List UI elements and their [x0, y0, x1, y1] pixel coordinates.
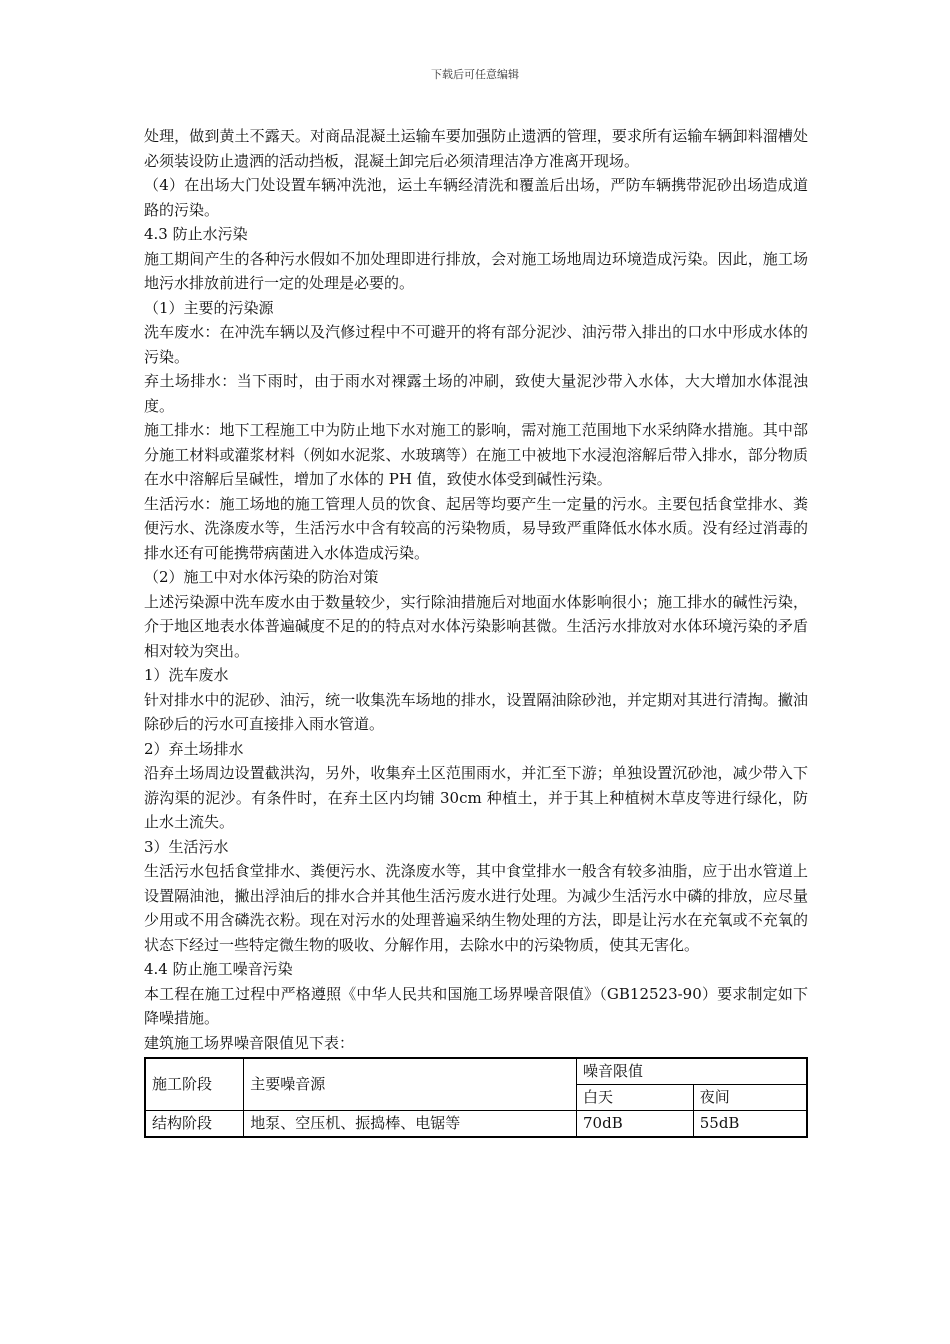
noise-limit-table-wrap	[144, 1057, 808, 1138]
paragraph: 处理，做到黄土不露天。对商品混凝土运输车要加强防止遗洒的管理，要求所有运输车辆卸料溜槽处必须装设防止遗洒的活动挡板，混凝土卸完后必须清理洁净方准离开现场。	[144, 127, 808, 170]
header-stage: 施工阶段	[145, 1058, 244, 1111]
table-caption: 建筑施工场界噪音限值见下表：	[144, 1033, 355, 1052]
section-heading: 4.4 防止施工噪音污染	[144, 960, 293, 978]
paragraph: 弃土场排水：当下雨时，由于雨水对裸露土场的冲刷，致使大量泥沙带入水体，大大增加水体混浊度。	[144, 372, 808, 415]
noise-limit-table	[144, 1057, 808, 1138]
subheading: （2）施工中对水体污染的防治对策	[144, 568, 379, 586]
paragraph: 施工期间产生的各种污水假如不加处理即进行排放，会对施工场地周边环境造成污染。因此，施工场地污水排放前进行一定的处理是必要的。	[144, 249, 808, 292]
paragraph: 施工排水：地下工程施工中为防止地下水对施工的影响，需对施工范围地下水采纳降水措施。其中部分施工材料或灌浆材料（例如水泥浆、水玻璃等）在施工中被地下水浸泡溶解后带入排水，部分物质在水中溶解后呈碱性，增加了水体的 PH 值，致使水体受到碱性污染。	[144, 421, 808, 488]
subheading: 1）洗车废水	[144, 666, 229, 684]
table-row	[145, 1111, 807, 1138]
paragraph: 本工程在施工过程中严格遵照《中华人民共和国施工场界噪音限值》（GB12523-90）要求制定如下降噪措施。	[144, 984, 808, 1027]
cell-source: 地泵、空压机、振捣棒、电锯等	[244, 1111, 577, 1138]
subheading: （1）主要的污染源	[144, 298, 274, 317]
cell-day: 70dB	[577, 1111, 694, 1138]
cell-stage: 结构阶段	[145, 1111, 244, 1138]
paragraph: 洗车废水：在冲洗车辆以及汽修过程中不可避开的将有部分泥沙、油污带入排出的口水中形成水体的污染。	[144, 323, 808, 366]
paragraph: 上述污染源中洗车废水由于数量较少，实行除油措施后对地面水体影响很小；施工排水的碱性污染，介于地区地表水体普遍碱度不足的的特点对水体污染影响甚微。生活污水排放对水体环境污染的矛盾相对较为突出。	[144, 592, 808, 660]
header-day: 白天	[577, 1085, 694, 1111]
cell-night: 55dB	[693, 1111, 807, 1138]
paragraph: 生活污水包括食堂排水、粪便污水、洗涤废水等，其中食堂排水一般含有较多油脂，应于出水管道上设置隔油池，撇出浮油后的排水合并其他生活污废水进行处理。为减少生活污水中磷的排放，应尽量少用或不用含磷洗衣粉。现在对污水的处理普遍采纳生物处理的方法，即是让污水在充氧或不充氧的状态下经过一些特定微生物的吸收、分解作用，去除水中的污染物质，使其无害化。	[144, 862, 808, 954]
header-limit: 噪音限值	[577, 1058, 808, 1085]
subheading: 2）弃土场排水	[144, 739, 244, 758]
header-source: 主要噪音源	[244, 1058, 577, 1111]
subheading: 3）生活污水	[144, 837, 229, 856]
section-heading: 4.3 防止水污染	[144, 225, 248, 243]
table-header-row	[145, 1058, 807, 1085]
paragraph: 生活污水：施工场地的施工管理人员的饮食、起居等均要产生一定量的污水。主要包括食堂排水、粪便污水、洗涤废水等，生活污水中含有较高的污染物质，易导致严重降低水体水质。没有经过消毒的排水还有可能携带病菌进入水体造成污染。	[144, 494, 808, 562]
header-night: 夜间	[693, 1085, 807, 1111]
page-header: 下载后可任意编辑	[431, 68, 519, 81]
paragraph: （4）在出场大门处设置车辆冲洗池，运土车辆经清洗和覆盖后出场，严防车辆携带泥砂出场造成道路的污染。	[144, 176, 808, 219]
paragraph: 沿弃土场周边设置截洪沟，另外，收集弃土区范围雨水，并汇至下游；单独设置沉砂池，减少带入下游沟渠的泥沙。有条件时，在弃土区内均铺 30cm 种植土，并于其上种植树木草皮等进行绿化，防止水土流失。	[144, 764, 808, 831]
paragraph: 针对排水中的泥砂、油污，统一收集洗车场地的排水，设置隔油除砂池，并定期对其进行清掏。撇油除砂后的污水可直接排入雨水管道。	[144, 690, 808, 733]
document-body	[144, 124, 808, 1138]
